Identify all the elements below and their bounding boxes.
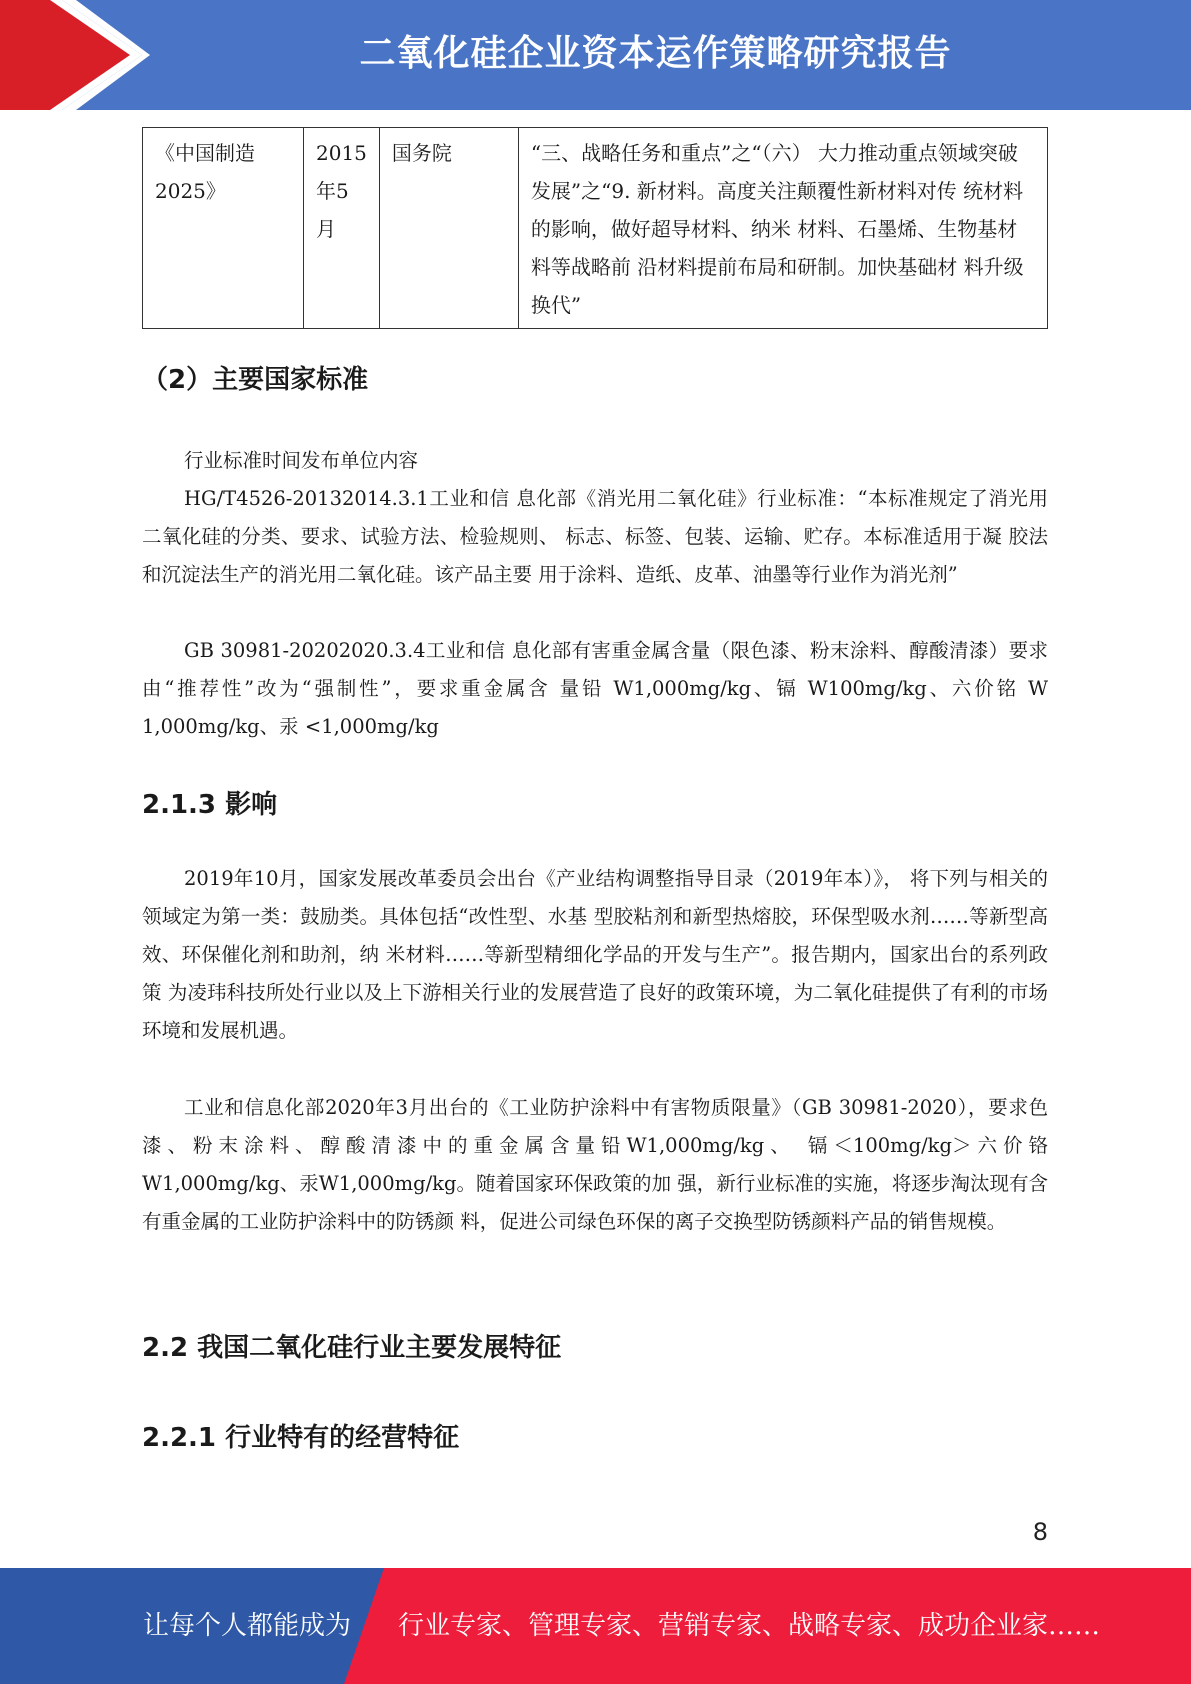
- footer-slogan-right: 行业专家、管理专家、营销专家、战略专家、成功企业家……: [398, 1611, 1101, 1641]
- paragraph-impact-1: 2019年10月，国家发展改革委员会出台《产业结构调整指导目录（2019年本）》， 将下列与相关的领域定为第一类：鼓励类。具体包括“改性型、水基 型胶粘剂和新型热熔胶，环保型吸水剂……等新型高效、环保催化剂和助剂，纳 米材料……等新型精细化学品的开发与生产”。报告期内，国家出台的系列政策 为凌玮科技所处行业以及上下游相关行业的发展营造了良好的政策环境，为二氧化硅提供了有利的市场环境和发展机遇。: [142, 867, 1048, 1042]
- table-cell-date: 2015年5月: [304, 128, 380, 329]
- table-cell-content: “三、战略任务和重点”之“（六） 大力推动重点领域突破发展”之“9. 新材料。高度关注颠覆性新材料对传 统材料的影响，做好超导材料、纳米 材料、石墨烯、生物基材料等战略前 沿材料提前布局和研制。加快基础材 料升级换代”: [518, 128, 1047, 329]
- section-heading-2-2: 2.2 我国二氧化硅行业主要发展特征: [142, 1333, 562, 1363]
- standards-line-header: 行业标准时间发布单位内容: [184, 449, 419, 472]
- table-cell-name: 《中国制造2025》: [143, 128, 304, 329]
- page-header: [0, 0, 1191, 110]
- standards-line-gb: GB 30981-20202020.3.4工业和信 息化部有害重金属含量（限色漆、粉末涂料、醇酸清漆）要求由“推荐性”改为“强制性”，要求重金属含 量铅 W1,000mg/kg、镉 W100mg/kg、六价铭 W 1,000mg/kg、汞 <1,000mg/kg: [142, 639, 1048, 738]
- policy-table: [142, 127, 1048, 329]
- header-title: 二氧化硅企业资本运作策略研究报告: [359, 33, 952, 74]
- paragraph-impact-2: 工业和信息化部2020年3月出台的《工业防护涂料中有害物质限量》（GB 30981-2020），要求色漆、粉末涂料、醇酸清漆中的重金属含量铅W1,000mg/kg、 镉＜100mg/kg＞六价铬W1,000mg/kg、汞W1,000mg/kg。随着国家环保政策的加 强，新行业标准的实施，将逐步淘汰现有含有重金属的工业防护涂料中的防锈颜 料，促进公司绿色环保的离子交换型防锈颜料产品的销售规模。: [142, 1096, 1048, 1233]
- footer-slogan-left: 让每个人都能成为: [143, 1611, 352, 1641]
- section-heading-national-standards: （2）主要国家标准: [142, 365, 369, 395]
- page-number: 8: [1032, 1518, 1048, 1546]
- page-footer: [0, 1568, 1191, 1684]
- section-heading-2-1-3: 2.1.3 影响: [142, 790, 278, 820]
- table-cell-issuer: 国务院: [379, 128, 518, 329]
- standards-line-hg: HG/T4526-20132014.3.1工业和信 息化部《消光用二氧化硅》行业标准：“本标准规定了消光用二氧化硅的分类、要求、试验方法、检验规则、 标志、标签、包装、运输、贮存。本标准适用于凝 胶法和沉淀法生产的消光用二氧化硅。该产品主要 用于涂料、造纸、皮革、油墨等行业作为消光剂”: [142, 487, 1048, 586]
- page-content: [142, 127, 1048, 1453]
- section-heading-2-2-1: 2.2.1 行业特有的经营特征: [142, 1423, 460, 1453]
- table-row: [143, 128, 1048, 329]
